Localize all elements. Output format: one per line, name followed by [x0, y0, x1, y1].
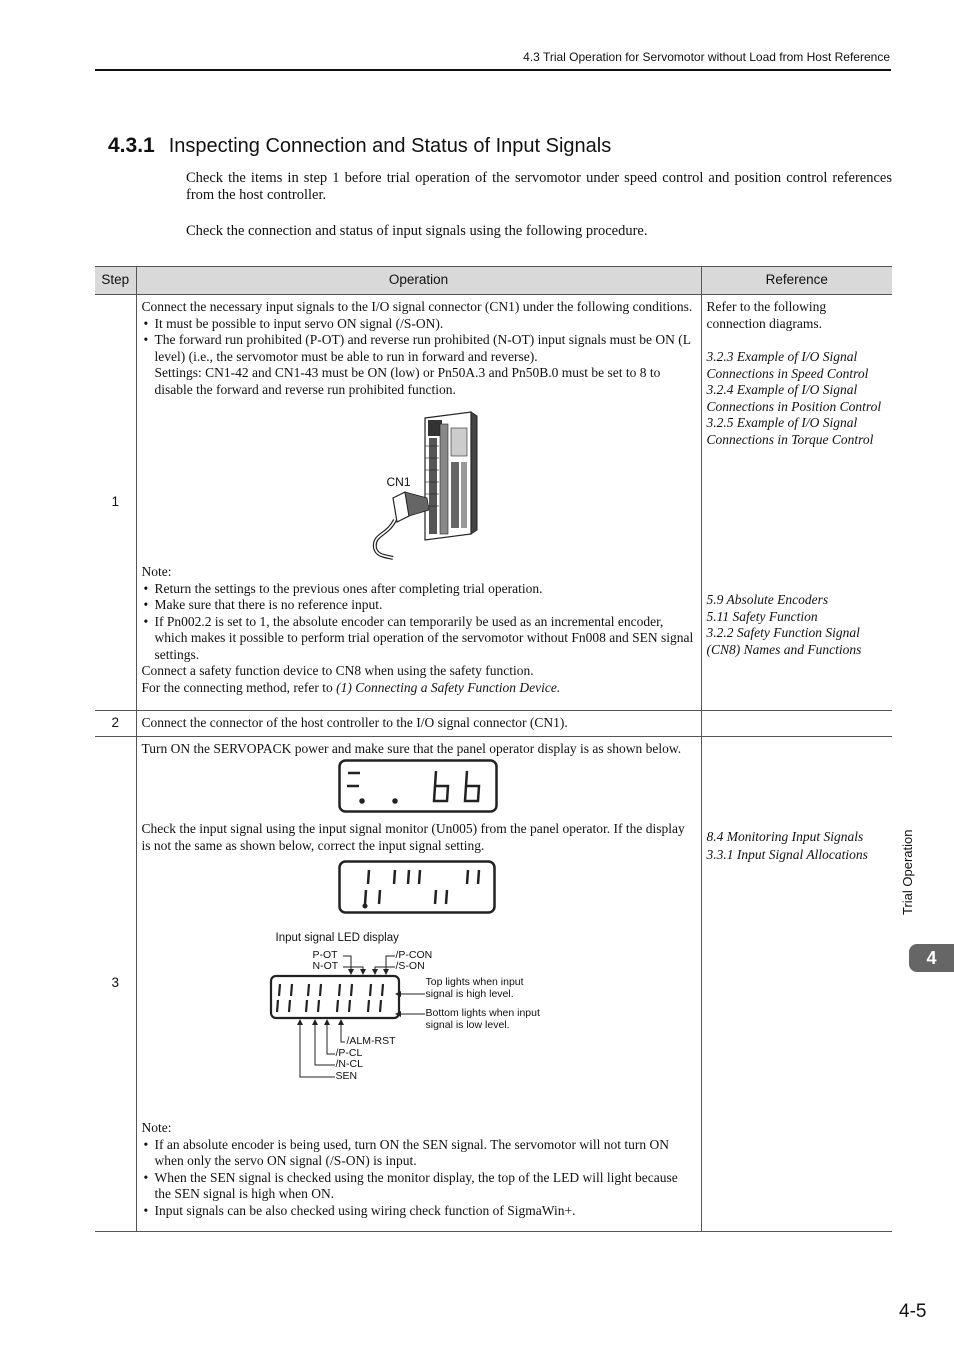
step1-settings: Settings: CN1-42 and CN1-43 must be ON (low) or Pn50A.3 and Pn50B.0 must be set to 8 to disable the forward and reverse run prohibited function. — [154, 365, 661, 397]
step1-operation — [136, 295, 701, 711]
header-operation: Operation — [136, 267, 701, 295]
step1-safety: Connect a safety function device to CN8 when using the safety function. — [141, 663, 534, 678]
step2-reference — [701, 711, 892, 737]
high-note-line: signal is high level. — [425, 988, 514, 1000]
step1-bullet: • The forward run prohibited (P-OT) and reverse run prohibited (N-OT) input signals must be ON (L level) (i.e., the servomotor must be able to run in forward and reverse). — [142, 332, 696, 365]
chapter-tab[interactable]: 4 — [909, 944, 954, 972]
reference-link[interactable]: 3.2.5 Example of I/O Signal Connections in Torque Control — [706, 415, 874, 447]
label-p-con: /P-CON — [395, 949, 433, 961]
procedure-table — [95, 266, 892, 1232]
section-number: 4.3.1 — [108, 134, 155, 157]
ref-intro: Refer to the following connection diagrams. — [706, 299, 827, 331]
label-s-on: /S-ON — [395, 960, 425, 972]
step1-intro: Connect the necessary input signals to the I/O signal connector (CN1) under the following conditions. — [141, 299, 693, 314]
intro-paragraph-2: Check the connection and status of input signals using the following procedure. — [186, 223, 648, 239]
signal-diagram-lines — [137, 928, 702, 1120]
reference-link[interactable]: 3.2.3 Example of I/O Signal Connections in Speed Control — [706, 349, 869, 381]
step3-note: • Input signals can be also checked using wiring check function of SigmaWin+. — [142, 1203, 696, 1220]
table-row — [95, 736, 892, 1231]
step1-note: • Make sure that there is no reference input. — [142, 597, 696, 614]
section-title-text: Inspecting Connection and Status of Input Signals — [168, 135, 612, 157]
step1-note: • If Pn002.2 is set to 1, the absolute encoder can temporarily be used as an incremental encoder, which makes it possible to perform trial operation of the servomotor without Fn008 and SEN signal settings. — [142, 614, 696, 664]
low-note-line: signal is low level. — [425, 1019, 510, 1031]
header-rule — [95, 69, 891, 71]
step1-reference — [701, 295, 892, 711]
reference-link[interactable]: 3.3.1 Input Signal Allocations — [706, 847, 868, 862]
header-reference: Reference — [701, 267, 892, 295]
step3-operation — [136, 736, 701, 1231]
step3-note: • If an absolute encoder is being used, turn ON the SEN signal. The servomotor will not turn ON when only the servo ON signal (/S-ON) is input. — [142, 1137, 696, 1170]
led-display-bb — [338, 759, 498, 813]
step-number: 1 — [95, 295, 136, 711]
header-step: Step — [95, 267, 136, 295]
label-n-cl: /N-CL — [335, 1058, 363, 1070]
panel-display-monitor — [142, 854, 696, 928]
page-number: 4-5 — [899, 1301, 927, 1322]
reference-link[interactable]: 3.2.2 Safety Function Signal (CN8) Names and Functions — [706, 625, 862, 657]
label-p-ot: P-OT — [312, 949, 338, 961]
step1-bullet: • It must be possible to input servo ON signal (/S-ON). — [142, 316, 696, 333]
input-signal-diagram — [142, 928, 696, 1120]
step3-reference — [701, 736, 892, 1231]
step1-note: • Return the settings to the previous ones after completing trial operation. — [142, 581, 696, 598]
step3-text2: Check the input signal using the input signal monitor (Un005) from the panel operator. If the display is not the same as shown below, correct the input signal setting. — [141, 821, 685, 853]
step1-safety-ref: For the connecting method, refer to (1) Connecting a Safety Function Device. — [141, 679, 561, 695]
label-alm-rst: /ALM-RST — [346, 1035, 396, 1047]
chapter-tab-label: Trial Operation — [900, 829, 915, 915]
cn1-label: CN1 — [386, 475, 411, 489]
label-p-cl: /P-CL — [335, 1047, 363, 1059]
reference-link[interactable]: 3.2.4 Example of I/O Signal Connections in Position Control — [706, 382, 882, 414]
reference-link[interactable]: 5.9 Absolute Encoders — [706, 592, 829, 607]
high-note-line: Top lights when input — [425, 976, 524, 988]
step3-note-label: Note: — [141, 1120, 172, 1135]
step3-note: • When the SEN signal is checked using the monitor display, the top of the LED will light because the SEN signal is high when ON. — [142, 1170, 696, 1203]
safety-function-link[interactable]: (1) Connecting a Safety Function Device. — [336, 679, 561, 695]
label-n-ot: N-OT — [312, 960, 339, 972]
low-note-line: Bottom lights when input — [425, 1007, 540, 1019]
led-display-input-monitor — [338, 860, 496, 914]
step1-note-label: Note: — [141, 564, 172, 579]
servopack-illustration — [137, 406, 702, 564]
table-row — [95, 295, 892, 711]
table-header-row — [95, 267, 892, 295]
reference-link[interactable]: 5.11 Safety Function — [706, 608, 818, 624]
diagram-title: Input signal LED display — [275, 932, 399, 944]
step3-text1: Turn ON the SERVOPACK power and make sure that the panel operator display is as shown below. — [141, 740, 682, 756]
servopack-figure — [142, 406, 696, 564]
label-sen: SEN — [335, 1070, 358, 1082]
step2-operation: Connect the connector of the host controller to the I/O signal connector (CN1). — [136, 711, 701, 737]
reference-link[interactable]: 8.4 Monitoring Input Signals — [706, 828, 864, 844]
step-number: 2 — [95, 711, 136, 737]
intro-paragraph-1: Check the items in step 1 before trial operation of the servomotor under speed control and position control references from the host controller. — [186, 170, 892, 203]
panel-display-bb — [142, 757, 696, 821]
table-row — [95, 711, 892, 737]
section-title — [108, 134, 611, 158]
running-header: 4.3 Trial Operation for Servomotor without Load from Host Reference — [523, 50, 890, 64]
step-number: 3 — [95, 736, 136, 1231]
